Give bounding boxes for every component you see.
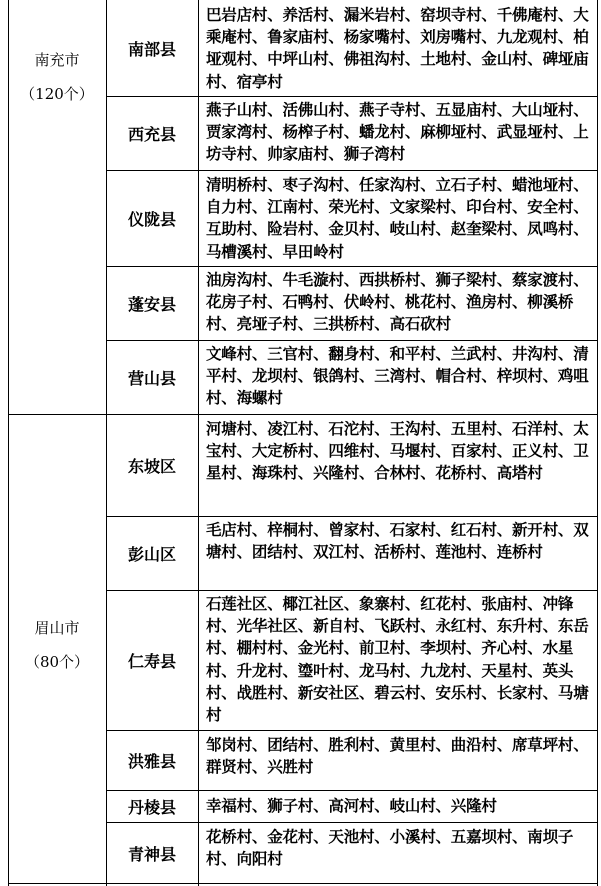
city-divider <box>8 414 598 415</box>
county-name: 南部县 <box>127 39 176 59</box>
village-list: 邹岗村、团结村、胜利村、黄里村、曲沿村、席草坪村、群贤村、兴胜村 <box>206 735 589 777</box>
village-list: 文峰村、三官村、翻身村、和平村、兰武村、井沟村、清平村、龙坝村、银鸽村、三湾村、帽合村、梓坝村、鸡咀村、海螺村 <box>206 344 589 408</box>
table-border-bottom <box>8 883 598 884</box>
county-name: 仪陇县 <box>127 210 176 229</box>
village-list: 石莲社区、椰江社区、象寨村、红花村、张庙村、冲锋村、光华社区、新自村、飞跃村、永红村、东升村、东岳村、棚村村、金光村、前卫村、李坝村、齐心村、水星村、升龙村、瑬叶村、龙马村、九龙村、天星村、英头村、战胜村、新安社区、碧云村、安乐村、长家村、马塘村 <box>206 594 589 725</box>
village-list: 燕子山村、活佛山村、燕子寺村、五显庙村、大山垭村、贾家湾村、杨榨子村、蟠龙村、麻柳垭村、武显垭村、上坊寺村、帅家庙村、狮子湾村 <box>206 100 589 164</box>
village-list: 清明桥村、枣子沟村、任家沟村、立石子村、蜡池垭村、自力村、江南村、荣光村、文家梁村、印台村、安全村、互助村、险岩村、金贝村、岐山村、赵奎梁村、凤鸣村、马槽溪村、早田岭村 <box>206 175 589 261</box>
city-count: （80个） <box>24 653 90 671</box>
city-count: （120个） <box>20 85 94 103</box>
village-list: 幸福村、狮子村、高河村、岐山村、兴隆村 <box>206 796 497 815</box>
village-table <box>8 0 598 886</box>
county-name: 西充县 <box>127 125 176 144</box>
county-name: 丹棱县 <box>127 798 176 817</box>
village-list: 巴岩店村、养活村、漏米岩村、窑坝寺村、千佛庵村、大乘庵村、鲁家庙村、杨家嘴村、刘房嘴村、九龙观村、柏垭观村、中坪山村、佛祖沟村、土地村、金山村、碑垭庙村、宿亭村 <box>206 5 589 91</box>
village-list: 毛店村、梓桐村、曾家村、石家村、红石村、新开村、双塘村、团结村、双江村、活桥村、莲池村、连桥村 <box>206 520 589 562</box>
county-name: 蓬安县 <box>127 295 176 314</box>
county-name: 青神县 <box>127 844 176 864</box>
village-list: 油房沟村、牛毛漩村、西拱桥村、狮子梁村、蔡家渡村、花房子村、石鸭村、伏岭村、桃花村、渔房村、柳溪桥村、亮垭子村、三拱桥村、高石砍村 <box>206 270 589 334</box>
county-name: 东坡区 <box>127 457 176 476</box>
county-name: 仁寿县 <box>127 652 176 671</box>
table-divider-county <box>198 0 199 886</box>
county-name: 营山县 <box>127 369 176 388</box>
city-name: 眉山市 <box>34 619 80 637</box>
table-border-right <box>597 0 598 886</box>
city-name: 南充市 <box>34 51 80 69</box>
county-name: 洪雅县 <box>127 752 176 771</box>
county-name: 彭山区 <box>127 545 176 564</box>
table-border-left <box>8 0 9 886</box>
village-list: 河塘村、凌江村、石沱村、王沟村、五里村、石洋村、太宝村、大定桥村、四维村、马堰村、百家村、正义村、卫星村、海珠村、兴隆村、合林村、花桥村、高塔村 <box>206 419 589 483</box>
village-list: 花桥村、金花村、天池村、小溪村、五嘉坝村、南坝子村、向阳村 <box>206 827 574 869</box>
